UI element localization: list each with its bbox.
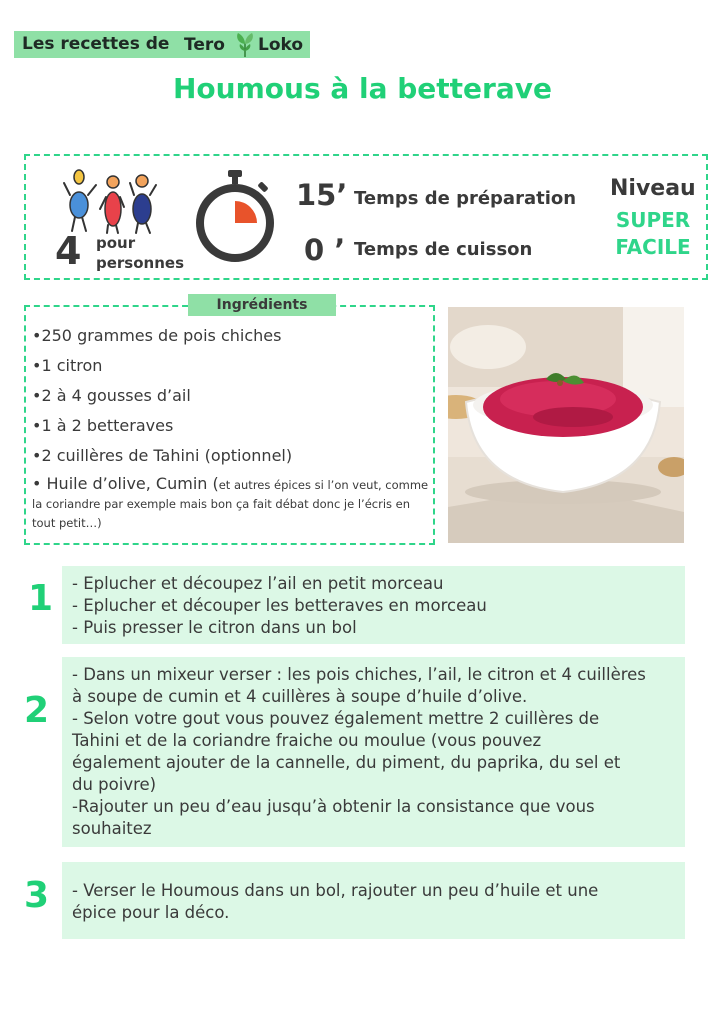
level-value bbox=[598, 207, 708, 261]
step-1-number: 1 bbox=[28, 578, 54, 619]
step-1-text bbox=[72, 573, 672, 639]
level-value-line2: FACILE bbox=[615, 235, 691, 259]
step-line: -Rajouter un peu d’eau jusqu’à obtenir la consistance que vous bbox=[72, 797, 595, 816]
recipe-title: Houmous à la betterave bbox=[173, 72, 552, 105]
ingredient-item: •1 citron bbox=[32, 356, 103, 375]
brand-name-part1: Tero bbox=[184, 35, 225, 55]
people-label-line2: personnes bbox=[96, 254, 185, 272]
leaf-logo-icon bbox=[233, 31, 257, 58]
step-line: - Verser le Houmous dans un bol, rajouter un peu d’huile et une bbox=[72, 881, 599, 900]
people-count: 4 bbox=[55, 229, 82, 273]
people-label bbox=[96, 233, 184, 273]
step-line: épice pour la déco. bbox=[72, 903, 230, 922]
step-line: - Eplucher et découper les betteraves en morceau bbox=[72, 596, 487, 615]
ingredients-list bbox=[32, 325, 432, 532]
step-line: - Puis presser le citron dans un bol bbox=[72, 618, 357, 637]
ingredient-item: •2 cuillères de Tahini (optionnel) bbox=[32, 446, 293, 465]
ingredient-item: •250 grammes de pois chiches bbox=[32, 326, 282, 345]
people-icon bbox=[60, 165, 160, 235]
step-3-number: 3 bbox=[24, 875, 50, 916]
stopwatch-icon bbox=[190, 168, 280, 262]
ingredient-item-last bbox=[32, 475, 432, 532]
brand-prefix: Les recettes de bbox=[22, 34, 170, 54]
people-label-line1: pour bbox=[96, 234, 136, 252]
ingredient-item: •2 à 4 gousses d’ail bbox=[32, 386, 191, 405]
ingredient-item: •1 à 2 betteraves bbox=[32, 416, 174, 435]
hummus-bowl-photo bbox=[448, 307, 684, 543]
brand-name-part2: Loko bbox=[258, 35, 304, 55]
step-line: du poivre) bbox=[72, 775, 157, 794]
step-line: souhaitez bbox=[72, 819, 152, 838]
cook-time-label: Temps de cuisson bbox=[354, 239, 533, 260]
ingredient-note: et autres épices si l’on veut, comme la coriandre par exemple mais bon ça fait débat donc je l’écris en tout petit…) bbox=[32, 478, 429, 530]
step-line: - Dans un mixeur verser : les pois chiches, l’ail, le citron et 4 cuillères bbox=[72, 665, 646, 684]
level-value-line1: SUPER bbox=[615, 208, 691, 232]
prep-time: 15’ bbox=[296, 178, 348, 212]
step-line: - Selon votre gout vous pouvez également mettre 2 cuillères de bbox=[72, 709, 600, 728]
ingredient-last-main: • Huile d’olive, Cumin ( bbox=[32, 474, 219, 493]
step-2-text bbox=[72, 664, 672, 840]
step-line: à soupe de cumin et 4 cuillères à soupe d’huile d’olive. bbox=[72, 687, 528, 706]
level-label: Niveau bbox=[610, 176, 696, 201]
step-line: également ajouter de la cannelle, du piment, du paprika, du sel et bbox=[72, 753, 621, 772]
step-2-number: 2 bbox=[24, 690, 50, 731]
step-3-text bbox=[72, 880, 672, 924]
ingredients-heading: Ingrédients bbox=[188, 294, 336, 316]
step-line: Tahini et de la coriandre fraiche ou moulue (vous pouvez bbox=[72, 731, 542, 750]
step-line: - Eplucher et découpez l’ail en petit morceau bbox=[72, 574, 444, 593]
prep-time-label: Temps de préparation bbox=[354, 188, 577, 209]
cook-time: 0 ’ bbox=[304, 233, 346, 267]
